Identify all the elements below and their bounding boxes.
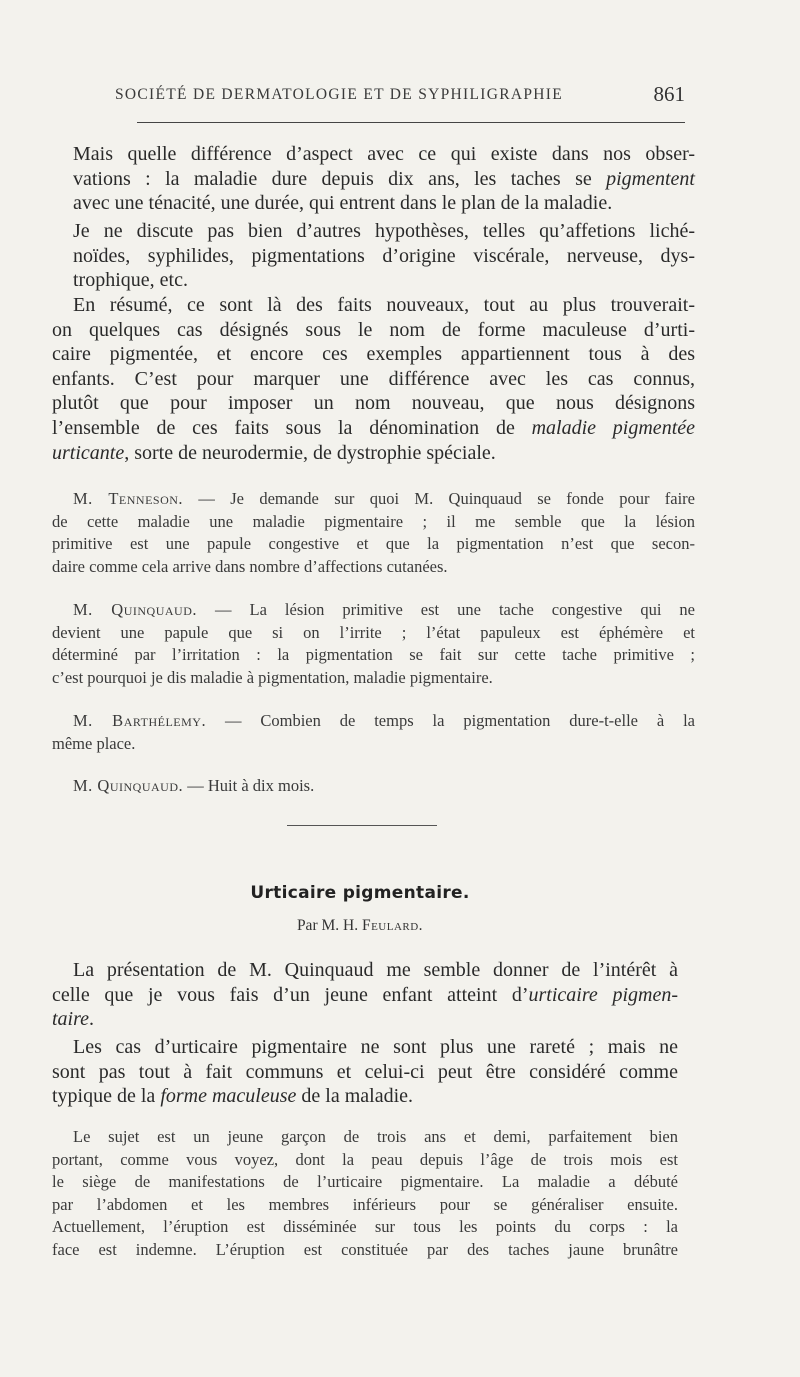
text-line: même place. (52, 733, 136, 753)
text-line: M. Barthélemy. — Combien de temps la pigmentation dure-t-elle à la (73, 711, 695, 730)
speaker: M. Barthélemy. (73, 711, 207, 730)
text-line: M. Quinquaud. — Huit à dix mois. (73, 776, 315, 795)
text-line: Je ne discute pas bien d’autres hypothèses, telles qu’affetions liché- (73, 220, 695, 242)
text-line: trophique, etc. (73, 269, 188, 292)
page-header (115, 82, 685, 112)
speaker: M. Tenneson. (73, 489, 184, 508)
text-line: M. Tenneson. — Je demande sur quoi M. Quinquaud se fonde pour faire (73, 489, 695, 508)
text-line: face est indemne. L’éruption est constituée par des taches jaune brunâtre (52, 1239, 678, 1259)
text-line: noïdes, syphilides, pigmentations d’origine viscérale, nerveuse, dys- (73, 244, 695, 267)
text-line: celle que je vous fais d’un jeune enfant atteint d’urticaire pigmen- (52, 983, 678, 1006)
author-name: Feulard. (361, 917, 424, 934)
text-line: par l’abdomen et les membres inférieurs pour se généraliser ensuite. (52, 1194, 678, 1214)
text-line: Les cas d’urticaire pigmentaire ne sont plus une rareté ; mais ne (73, 1036, 678, 1058)
discussion-tenneson (52, 488, 695, 578)
discussion-barthelemy (52, 710, 695, 755)
running-head: SOCIÉTÉ DE DERMATOLOGIE ET DE SYPHILIGRAPHIE (115, 86, 563, 103)
text-line: daire comme cela arrive dans nombre d’affections cutanées. (52, 556, 448, 576)
text-line: caire pigmentée, et encore ces exemples appartiennent tous à des (52, 343, 695, 366)
section-paragraph-1 (52, 958, 678, 1032)
text-line: de cette maladie une maladie pigmentaire ; il me semble que la lésion (52, 511, 695, 531)
text-line: portant, comme vous voyez, dont la peau depuis l’âge de trois mois est (52, 1149, 678, 1169)
text-line: avec une ténacité, une durée, qui entrent dans le plan de la maladie. (73, 192, 613, 215)
speaker: M. Quinquaud. (73, 600, 197, 619)
emphasis: taire (52, 1008, 90, 1031)
text-line: primitive est une papule congestive et que la pigmentation n’est que secon- (52, 534, 695, 553)
discussion-quinquaud-reply (52, 775, 695, 798)
text-line: typique de la forme maculeuse de la maladie. (52, 1085, 414, 1108)
text-line: l’ensemble de ces faits sous la dénomination de maladie pigmentée (52, 416, 695, 439)
text-line: devient une papule que si on l’irrite ; l’état papuleux est éphémère et (52, 622, 695, 642)
section-author: Par M. H. Feulard. (296, 917, 424, 934)
text-line: Mais quelle différence d’aspect avec ce qui existe dans nos obser- (73, 143, 695, 165)
text-line: taire. (52, 1008, 95, 1031)
text-line: En résumé, ce sont là des faits nouveaux, tout au plus trouverait- (73, 294, 695, 316)
text-line: plutôt que pour imposer un nom nouveau, que nous désignons (52, 392, 695, 415)
speaker: M. Quinquaud. (73, 776, 184, 795)
header-rule (137, 122, 685, 123)
page-number: 861 (653, 82, 685, 106)
emphasis: urticaire pigmen- (528, 983, 678, 1006)
section-paragraph-3 (52, 1126, 678, 1261)
emphasis: forme maculeuse (160, 1085, 297, 1108)
text-line: M. Quinquaud. — La lésion primitive est une tache congestive qui ne (73, 600, 695, 619)
text-line: Actuellement, l’éruption est disséminée sur tous les points du corps : la (52, 1217, 678, 1236)
discussion-quinquaud (52, 599, 695, 689)
paragraph-1 (73, 142, 695, 216)
text-line: sont pas tout à fait communs et celui-ci peut être considéré comme (52, 1060, 678, 1083)
paragraph-2 (73, 219, 695, 293)
emphasis: pigmentent (606, 167, 695, 190)
section-paragraph-2 (52, 1035, 678, 1109)
emphasis: urticante (52, 441, 125, 464)
paragraph-3 (52, 293, 695, 465)
section-title: Urticaire pigmentaire. (250, 883, 470, 903)
text-line: c’est pourquoi je dis maladie à pigmentation, maladie pigmentaire. (52, 667, 493, 687)
text-line: La présentation de M. Quinquaud me semble donner de l’intérêt à (73, 959, 678, 981)
section-divider (287, 825, 437, 826)
text-line: Le sujet est un jeune garçon de trois ans et demi, parfaitement bien (73, 1127, 678, 1146)
text-line: le siège de manifestations de l’urticaire pigmentaire. La maladie a débuté (52, 1172, 678, 1191)
text-line: on quelques cas désignés sous le nom de forme maculeuse d’urti- (52, 318, 695, 341)
text-line: urticante, sorte de neurodermie, de dystrophie spéciale. (52, 441, 496, 464)
emphasis: maladie pigmentée (531, 416, 695, 439)
text-line: enfants. C’est pour marquer une différence avec les cas connus, (52, 367, 695, 390)
text-line: vations : la maladie dure depuis dix ans, les taches se pigmentent (73, 167, 695, 190)
text-line: déterminé par l’irritation : la pigmentation se fait sur cette tache primitive ; (52, 645, 695, 664)
